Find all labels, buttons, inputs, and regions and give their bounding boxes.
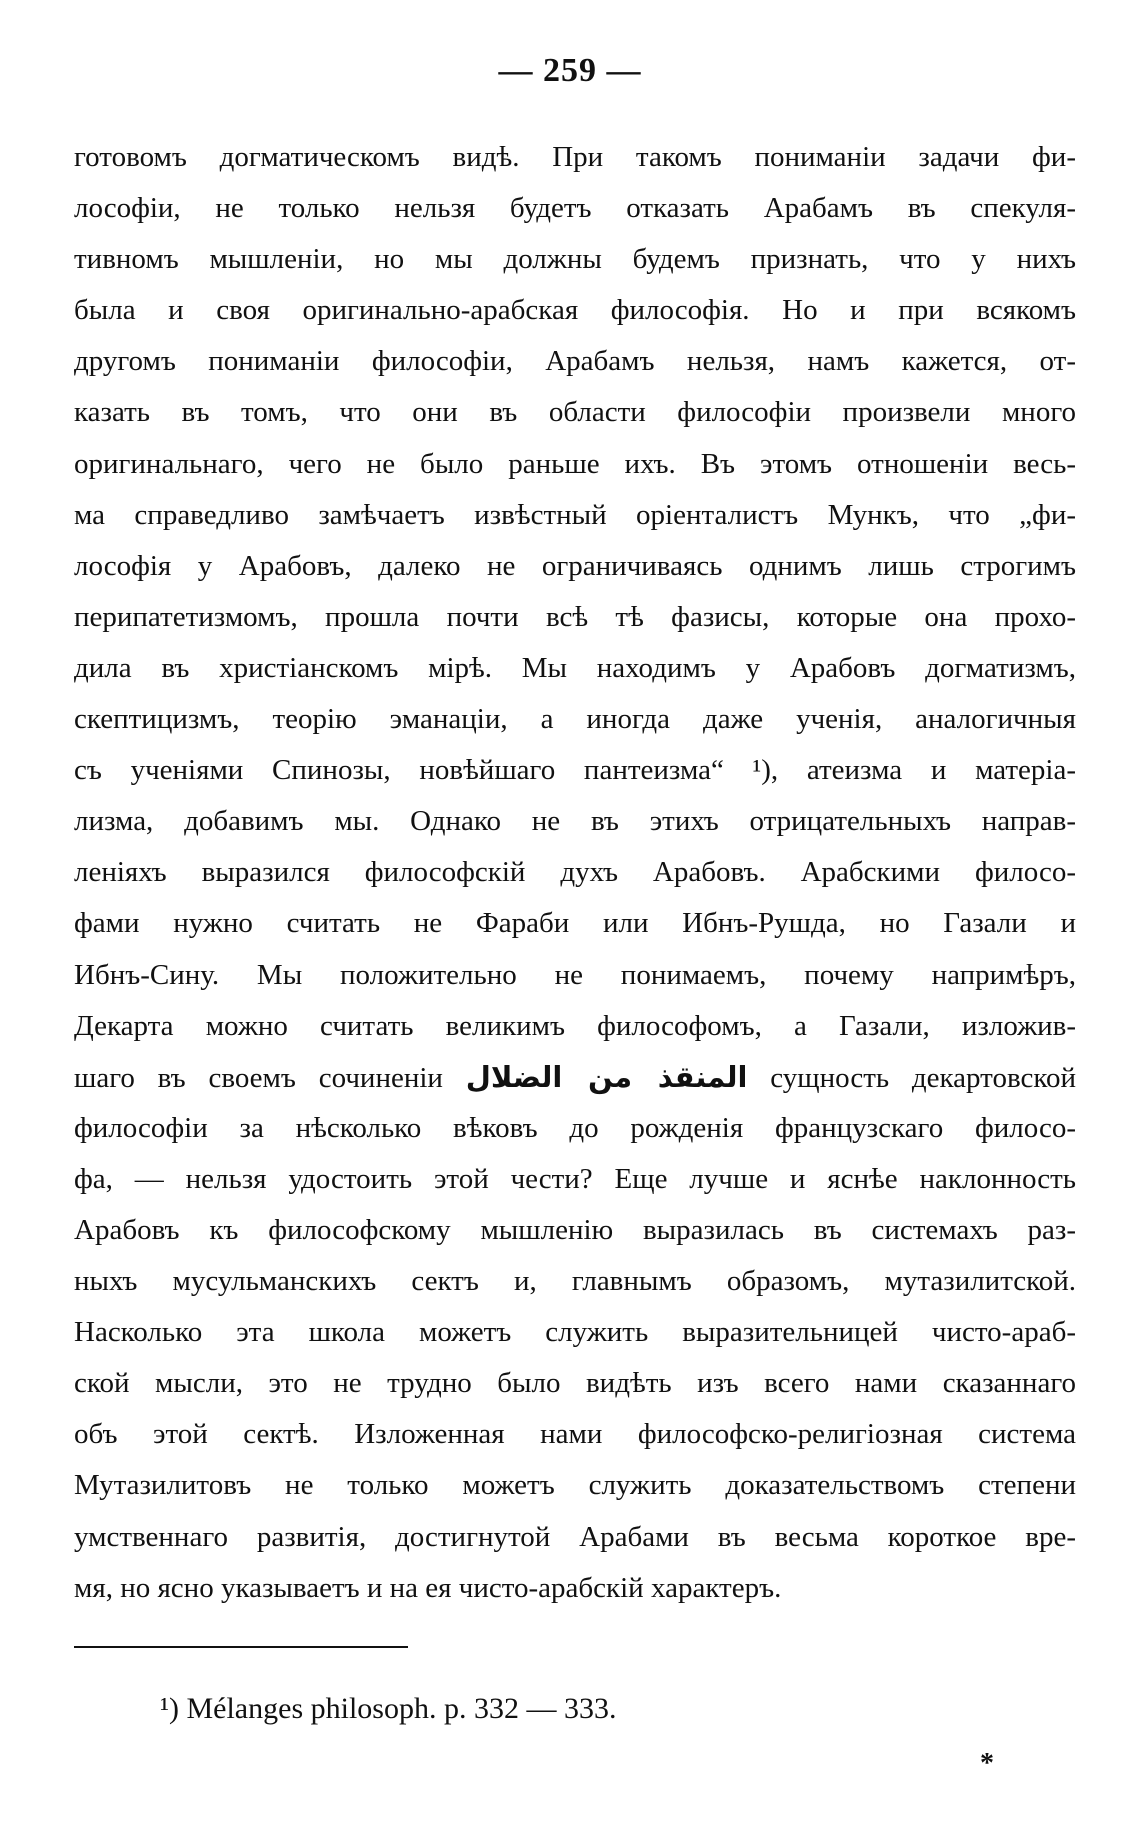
- text-line: тивномъ мышленіи, но мы должны будемъ признать, что у нихъ: [74, 243, 1076, 276]
- footnote: [160, 1692, 616, 1726]
- text-line: фа, — нельзя удостоить этой чести? Еще лучше и яснѣе наклонность: [74, 1162, 1076, 1195]
- text-line: оригинальнаго, чего не было раньше ихъ. Въ этомъ отношеніи весь-: [74, 447, 1076, 480]
- text-line: дила въ христіанскомъ мірѣ. Мы находимъ у Арабовъ догматизмъ,: [74, 651, 1076, 684]
- page-number: — 259 —: [498, 52, 642, 89]
- text-line: ныхъ мусульманскихъ сектъ и, главнымъ образомъ, мутазилитской.: [74, 1265, 1076, 1298]
- text-line: лизма, добавимъ мы. Однако не въ этихъ отрицательныхъ направ-: [74, 805, 1076, 838]
- text-line-last: мя, но ясно указываетъ и на ея чисто-арабскій характеръ.: [74, 1571, 782, 1604]
- text-line: Ибнъ-Сину. Мы положительно не понимаемъ, почему напримѣръ,: [74, 958, 1076, 991]
- text-line: скептицизмъ, теорію эманаціи, а иногда даже ученія, аналогичныя: [74, 703, 1076, 736]
- footnote-marker: ¹): [160, 1692, 179, 1725]
- body-text: [74, 132, 1076, 1614]
- arabic-book-title: المنقذ من الضلال: [465, 1059, 748, 1094]
- text-line: Насколько эта школа можетъ служить выразительницей чисто-араб-: [74, 1316, 1076, 1349]
- text-segment: сущность декартовской: [770, 1061, 1076, 1094]
- footnote-divider: [74, 1646, 408, 1648]
- text-line: леніяхъ выразился философскій духъ Арабовъ. Арабскими филосо-: [74, 856, 1076, 889]
- text-line: Мутазилитовъ не только можетъ служить доказательствомъ степени: [74, 1469, 1076, 1502]
- text-line: готовомъ догматическомъ видѣ. При такомъ пониманіи задачи фи-: [74, 141, 1076, 173]
- text-line: ской мысли, это не трудно было видѣть изъ всего нами сказаннаго: [74, 1367, 1076, 1400]
- text-line: умственнаго развитія, достигнутой Арабами въ весьма короткое вре-: [74, 1520, 1076, 1553]
- text-line: перипатетизмомъ, прошла почти всѣ тѣ фазисы, которые она прохо-: [74, 600, 1076, 633]
- text-segment: шаго въ своемъ сочиненіи: [74, 1061, 443, 1094]
- text-line: лософія у Арабовъ, далеко не ограничиваясь однимъ лишь строгимъ: [74, 549, 1076, 582]
- text-line: лософіи, не только нельзя будетъ отказать Арабамъ въ спекуля-: [74, 192, 1076, 225]
- text-line: другомъ пониманіи философіи, Арабамъ нельзя, намъ кажется, от-: [74, 345, 1076, 378]
- text-line: философіи за нѣсколько вѣковъ до рожденія французскаго филосо-: [74, 1111, 1076, 1144]
- text-line: фами нужно считать не Фараби или Ибнъ-Рушда, но Газали и: [74, 907, 1076, 940]
- text-line: Арабовъ къ философскому мышленію выразилась въ системахъ раз-: [74, 1213, 1076, 1246]
- text-line-with-arabic: [74, 1052, 1076, 1103]
- printer-mark: *: [980, 1748, 994, 1779]
- text-line: объ этой сектѣ. Изложенная нами философско-религіозная система: [74, 1418, 1076, 1451]
- footnote-text: Mélanges philosoph. p. 332 — 333.: [186, 1692, 617, 1725]
- text-line: съ ученіями Спинозы, новѣйшаго пантеизма“ ¹), атеизма и матеріа-: [74, 754, 1076, 787]
- text-line: казать въ томъ, что они въ области философіи произвели много: [74, 396, 1076, 429]
- text-line: Декарта можно считать великимъ философомъ, а Газали, изложив-: [74, 1009, 1076, 1042]
- text-line: была и своя оригинально-арабская философія. Но и при всякомъ: [74, 294, 1076, 327]
- text-line: ма справедливо замѣчаетъ извѣстный оріенталистъ Мункъ, что „фи-: [74, 498, 1076, 531]
